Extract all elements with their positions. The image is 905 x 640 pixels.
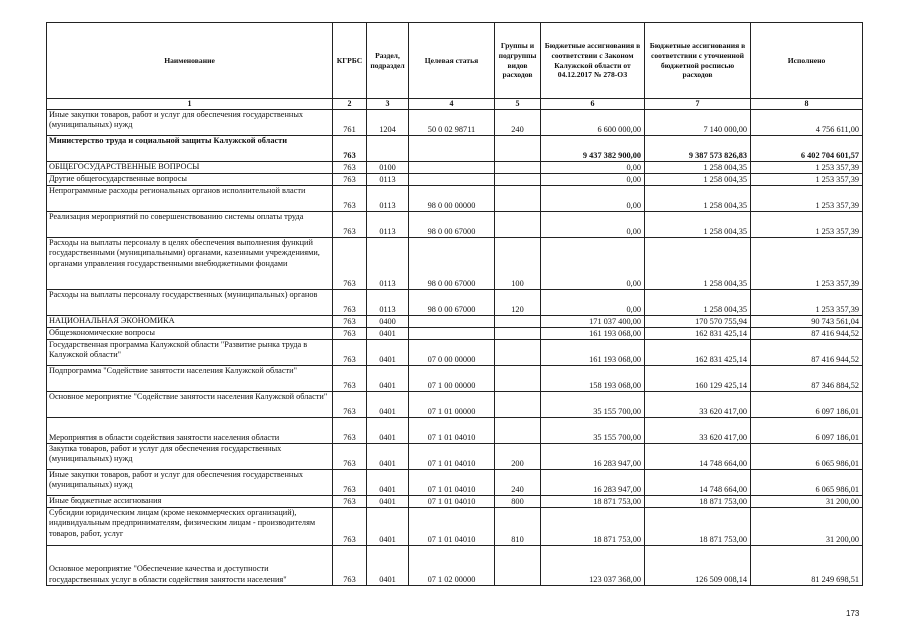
cell-refined: 1 258 004,35	[645, 290, 751, 316]
cell-section: 0100	[367, 162, 409, 174]
cell-law: 161 193 068,00	[541, 340, 645, 366]
cell-section: 0401	[367, 340, 409, 366]
cell-group	[495, 136, 541, 162]
cell-target: 07 1 01 04010	[409, 418, 495, 444]
table-row	[47, 136, 863, 162]
cell-kgrbs: 763	[333, 316, 367, 328]
column-number-row	[47, 99, 863, 110]
cell-target	[409, 162, 495, 174]
cell-section: 1204	[367, 110, 409, 136]
cell-done: 81 249 698,51	[751, 546, 863, 586]
cell-kgrbs: 763	[333, 162, 367, 174]
cell-kgrbs: 763	[333, 174, 367, 186]
cell-refined: 162 831 425,14	[645, 328, 751, 340]
cell-name: НАЦИОНАЛЬНАЯ ЭКОНОМИКА	[47, 316, 333, 328]
table-row	[47, 174, 863, 186]
cell-done: 6 097 186,01	[751, 418, 863, 444]
cell-done: 1 253 357,39	[751, 238, 863, 290]
cell-refined: 9 387 573 826,83	[645, 136, 751, 162]
cell-refined: 7 140 000,00	[645, 110, 751, 136]
cell-section: 0113	[367, 238, 409, 290]
page-number: 173	[846, 609, 860, 618]
cell-name: Иные закупки товаров, работ и услуг для обеспечения государственных (муниципальных) нужд	[47, 470, 333, 496]
cell-name: Другие общегосударственные вопросы	[47, 174, 333, 186]
cell-law: 0,00	[541, 238, 645, 290]
cell-target: 98 0 00 67000	[409, 238, 495, 290]
cell-refined: 126 509 008,14	[645, 546, 751, 586]
cell-target: 98 0 00 00000	[409, 186, 495, 212]
cell-law: 171 037 400,00	[541, 316, 645, 328]
cell-done: 87 416 944,52	[751, 340, 863, 366]
cell-name: Субсидии юридическим лицам (кроме некоммерческих организаций), индивидуальным предпринимателям, физическим лицам - производителям товаров, работ, услуг	[47, 508, 333, 546]
cell-group: 800	[495, 496, 541, 508]
cell-kgrbs: 763	[333, 444, 367, 470]
cell-refined: 14 748 664,00	[645, 444, 751, 470]
cell-refined: 1 258 004,35	[645, 186, 751, 212]
cell-done: 4 756 611,00	[751, 110, 863, 136]
cell-name: Основное мероприятие "Содействие занятости населения Калужской области"	[47, 392, 333, 418]
cell-target	[409, 328, 495, 340]
cell-section: 0113	[367, 290, 409, 316]
cell-law: 18 871 753,00	[541, 508, 645, 546]
cell-kgrbs: 763	[333, 290, 367, 316]
cell-group: 120	[495, 290, 541, 316]
cell-target: 98 0 00 67000	[409, 290, 495, 316]
cell-target: 07 1 01 04010	[409, 508, 495, 546]
cell-section: 0401	[367, 418, 409, 444]
cell-done: 1 253 357,39	[751, 186, 863, 212]
cell-law: 161 193 068,00	[541, 328, 645, 340]
cell-section: 0113	[367, 212, 409, 238]
cell-section: 0401	[367, 508, 409, 546]
cell-kgrbs: 763	[333, 470, 367, 496]
cell-kgrbs: 763	[333, 366, 367, 392]
column-number: 4	[409, 99, 495, 110]
cell-refined: 1 258 004,35	[645, 174, 751, 186]
budget-table	[46, 22, 863, 586]
cell-group	[495, 546, 541, 586]
table-row	[47, 110, 863, 136]
cell-refined: 162 831 425,14	[645, 340, 751, 366]
table-row	[47, 340, 863, 366]
cell-name: Государственная программа Калужской области "Развитие рынка труда в Калужской области"	[47, 340, 333, 366]
cell-section: 0113	[367, 186, 409, 212]
cell-group: 200	[495, 444, 541, 470]
cell-name: Мероприятия в области содействия занятости населения области	[47, 418, 333, 444]
cell-done: 31 200,00	[751, 508, 863, 546]
cell-refined: 1 258 004,35	[645, 162, 751, 174]
cell-target: 07 1 02 00000	[409, 546, 495, 586]
cell-target: 07 1 01 00000	[409, 392, 495, 418]
cell-group	[495, 392, 541, 418]
cell-group	[495, 186, 541, 212]
cell-target: 07 1 00 00000	[409, 366, 495, 392]
cell-name: Реализация мероприятий по совершенствованию системы оплаты труда	[47, 212, 333, 238]
table-row	[47, 470, 863, 496]
cell-group	[495, 316, 541, 328]
cell-kgrbs: 763	[333, 212, 367, 238]
table-body	[47, 110, 863, 586]
cell-target	[409, 316, 495, 328]
cell-target: 50 0 02 98711	[409, 110, 495, 136]
cell-done: 87 416 944,52	[751, 328, 863, 340]
cell-name: Расходы на выплаты персоналу государственных (муниципальных) органов	[47, 290, 333, 316]
cell-section: 0401	[367, 392, 409, 418]
cell-name: Непрограммные расходы региональных органов исполнительной власти	[47, 186, 333, 212]
table-row	[47, 546, 863, 586]
table-row	[47, 418, 863, 444]
column-number: 5	[495, 99, 541, 110]
column-number: 8	[751, 99, 863, 110]
cell-done: 6 097 186,01	[751, 392, 863, 418]
table-row	[47, 162, 863, 174]
cell-section: 0113	[367, 174, 409, 186]
cell-kgrbs: 763	[333, 496, 367, 508]
cell-kgrbs: 763	[333, 340, 367, 366]
cell-done: 1 253 357,39	[751, 290, 863, 316]
cell-name: Министерство труда и социальной защиты Калужской области	[47, 136, 333, 162]
column-number: 2	[333, 99, 367, 110]
cell-kgrbs: 763	[333, 186, 367, 212]
cell-kgrbs: 763	[333, 136, 367, 162]
cell-law: 18 871 753,00	[541, 496, 645, 508]
header-section: Раздел, подраздел	[367, 23, 409, 99]
header-group: Группы и подгруппы видов расходов	[495, 23, 541, 99]
cell-name: Закупка товаров, работ и услуг для обеспечения государственных (муниципальных) нужд	[47, 444, 333, 470]
cell-target	[409, 136, 495, 162]
cell-target: 07 0 00 00000	[409, 340, 495, 366]
cell-group	[495, 366, 541, 392]
cell-kgrbs: 763	[333, 238, 367, 290]
cell-kgrbs: 763	[333, 392, 367, 418]
cell-section: 0401	[367, 496, 409, 508]
cell-done: 1 253 357,39	[751, 174, 863, 186]
cell-refined: 18 871 753,00	[645, 496, 751, 508]
cell-kgrbs: 761	[333, 110, 367, 136]
cell-done: 6 402 704 601,57	[751, 136, 863, 162]
table-row	[47, 238, 863, 290]
cell-done: 6 065 986,01	[751, 470, 863, 496]
table-row	[47, 212, 863, 238]
cell-done: 87 346 884,52	[751, 366, 863, 392]
cell-done: 6 065 986,01	[751, 444, 863, 470]
cell-group	[495, 340, 541, 366]
column-number: 1	[47, 99, 333, 110]
table-row	[47, 186, 863, 212]
cell-refined: 160 129 425,14	[645, 366, 751, 392]
table-row	[47, 290, 863, 316]
cell-name: ОБЩЕГОСУДАРСТВЕННЫЕ ВОПРОСЫ	[47, 162, 333, 174]
cell-target: 07 1 01 04010	[409, 496, 495, 508]
header-done: Исполнено	[751, 23, 863, 99]
cell-target: 07 1 01 04010	[409, 444, 495, 470]
cell-group	[495, 212, 541, 238]
table-row	[47, 444, 863, 470]
header-target: Целевая статья	[409, 23, 495, 99]
cell-name: Подпрограмма "Содействие занятости населения Калужской области"	[47, 366, 333, 392]
cell-done: 1 253 357,39	[751, 212, 863, 238]
cell-kgrbs: 763	[333, 546, 367, 586]
table-row	[47, 496, 863, 508]
cell-done: 31 200,00	[751, 496, 863, 508]
cell-group: 240	[495, 470, 541, 496]
header-row	[47, 23, 863, 99]
cell-kgrbs: 763	[333, 418, 367, 444]
cell-refined: 33 620 417,00	[645, 418, 751, 444]
table-row	[47, 508, 863, 546]
cell-refined: 1 258 004,35	[645, 212, 751, 238]
cell-law: 16 283 947,00	[541, 444, 645, 470]
cell-refined: 33 620 417,00	[645, 392, 751, 418]
cell-done: 90 743 561,04	[751, 316, 863, 328]
table-row	[47, 366, 863, 392]
cell-name: Расходы на выплаты персоналу в целях обеспечения выполнения функций государственными (муниципальными) органами, казенными учреждениями, органами управления государственными внебюджетными фондами	[47, 238, 333, 290]
cell-target: 07 1 01 04010	[409, 470, 495, 496]
cell-law: 6 600 000,00	[541, 110, 645, 136]
table-row	[47, 328, 863, 340]
cell-law: 0,00	[541, 212, 645, 238]
table-row	[47, 392, 863, 418]
cell-done: 1 253 357,39	[751, 162, 863, 174]
header-law: Бюджетные ассигнования в соответствии с Законом Калужской области от 04.12.2017 № 278-ОЗ	[541, 23, 645, 99]
cell-section: 0401	[367, 546, 409, 586]
table-row	[47, 316, 863, 328]
cell-group	[495, 162, 541, 174]
cell-target: 98 0 00 67000	[409, 212, 495, 238]
cell-name: Основное мероприятие "Обеспечение качества и доступности государственных услуг в области содействия занятости населения"	[47, 546, 333, 586]
column-number: 6	[541, 99, 645, 110]
cell-law: 0,00	[541, 186, 645, 212]
cell-law: 35 155 700,00	[541, 418, 645, 444]
cell-law: 0,00	[541, 290, 645, 316]
column-number: 7	[645, 99, 751, 110]
cell-section: 0401	[367, 444, 409, 470]
cell-refined: 18 871 753,00	[645, 508, 751, 546]
cell-law: 9 437 382 900,00	[541, 136, 645, 162]
cell-name: Общеэкономические вопросы	[47, 328, 333, 340]
cell-kgrbs: 763	[333, 328, 367, 340]
cell-group	[495, 418, 541, 444]
cell-law: 123 037 368,00	[541, 546, 645, 586]
cell-refined: 14 748 664,00	[645, 470, 751, 496]
cell-group: 240	[495, 110, 541, 136]
header-name: Наименование	[47, 23, 333, 99]
cell-law: 16 283 947,00	[541, 470, 645, 496]
cell-section: 0400	[367, 316, 409, 328]
column-number: 3	[367, 99, 409, 110]
cell-section	[367, 136, 409, 162]
cell-law: 0,00	[541, 162, 645, 174]
cell-section: 0401	[367, 366, 409, 392]
header-refined: Бюджетные ассигнования в соответствии с уточненной бюджетной росписью расходов	[645, 23, 751, 99]
cell-refined: 1 258 004,35	[645, 238, 751, 290]
header-kgrbs: КГРБС	[333, 23, 367, 99]
cell-group: 810	[495, 508, 541, 546]
cell-group	[495, 174, 541, 186]
cell-name: Иные бюджетные ассигнования	[47, 496, 333, 508]
cell-law: 0,00	[541, 174, 645, 186]
cell-law: 35 155 700,00	[541, 392, 645, 418]
cell-group: 100	[495, 238, 541, 290]
cell-target	[409, 174, 495, 186]
cell-group	[495, 328, 541, 340]
cell-section: 0401	[367, 470, 409, 496]
cell-name: Иные закупки товаров, работ и услуг для обеспечения государственных (муниципальных) нужд	[47, 110, 333, 136]
cell-kgrbs: 763	[333, 508, 367, 546]
cell-section: 0401	[367, 328, 409, 340]
cell-law: 158 193 068,00	[541, 366, 645, 392]
cell-refined: 170 570 755,94	[645, 316, 751, 328]
